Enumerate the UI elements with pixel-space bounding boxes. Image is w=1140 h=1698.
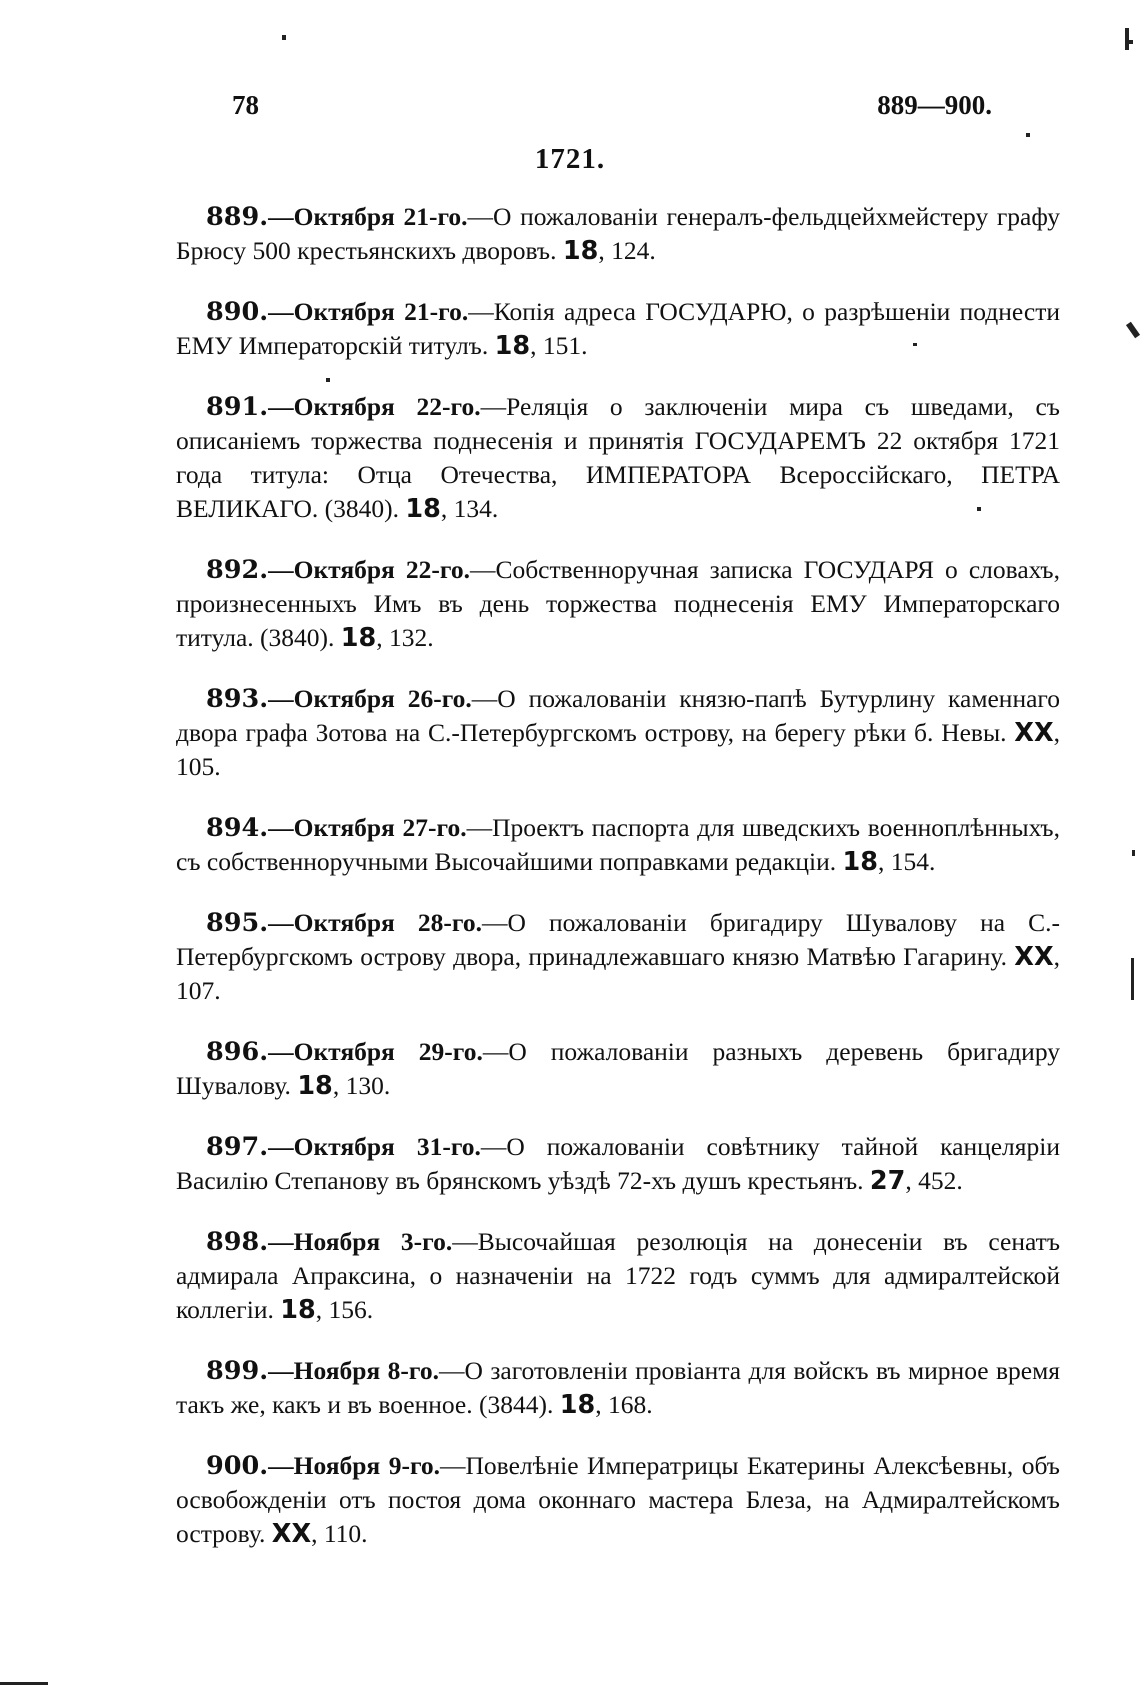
reference-volume: 18: [280, 1295, 316, 1325]
entry: [176, 390, 1060, 526]
scan-speck: [326, 378, 330, 382]
entry-number: 898.: [206, 1227, 269, 1257]
entry: [176, 811, 1060, 879]
scan-speck: [1026, 133, 1030, 137]
running-head: [232, 90, 992, 130]
entry: [176, 295, 1060, 363]
entry-number: 889.: [206, 202, 269, 232]
entry-date: —Октября 28-го.: [268, 908, 482, 937]
reference-volume: 18: [842, 847, 879, 877]
reference-volume: 27: [869, 1166, 906, 1196]
page-number: 78: [232, 90, 259, 120]
reference-page: , 105.: [176, 718, 1060, 781]
scan-speck: [282, 35, 286, 40]
entry-date: —Октября 22-го.: [268, 555, 470, 584]
entry-date: —Октября 27-го.: [268, 813, 467, 842]
entry-text: —О заготовленіи провіанта для войскъ въ мирное время такъ же, какъ и въ военное. (3844).: [176, 1356, 1060, 1419]
entry-date: —Ноября 8-го.: [268, 1356, 439, 1385]
entry: [176, 1449, 1060, 1551]
entry-number: 891.: [206, 392, 269, 422]
entry-text: —О пожалованіи разныхъ деревень бригадиру Шувалову.: [176, 1037, 1060, 1100]
scan-speck: [0, 1682, 48, 1685]
entry-number: 895.: [206, 908, 269, 938]
reference-page: , 151.: [530, 331, 588, 360]
entry: [176, 553, 1060, 655]
reference-page: , 132.: [376, 623, 434, 652]
entry-number: 893.: [206, 684, 269, 714]
entry-text: —О пожалованіи генералъ-фельдцейхмейстеру графу Брюсу 500 крестьянскихъ дворовъ.: [176, 202, 1060, 265]
scan-speck: [913, 343, 917, 346]
entry-text: —Проектъ паспорта для шведскихъ военноплѣнныхъ, съ собственноручными Высочайшими поправками редакціи.: [176, 813, 1060, 876]
entry: [176, 906, 1060, 1008]
entry-number: 897.: [206, 1132, 269, 1162]
entry-number: 899.: [206, 1356, 269, 1386]
reference-volume: 18: [340, 623, 377, 653]
reference-page: , 154.: [878, 847, 936, 876]
year-heading: 1721.: [534, 143, 606, 175]
entry-date: —Октября 22-го.: [268, 392, 481, 421]
reference-page: , 124.: [598, 236, 656, 265]
entry-number: 892.: [206, 555, 269, 585]
entry-number: 894.: [206, 813, 269, 843]
entry: [176, 200, 1060, 268]
entry: [176, 682, 1060, 784]
entry-date: —Октября 21-го.: [268, 297, 469, 326]
entry-date: —Ноября 3-го.: [268, 1227, 453, 1256]
entry-text: —Повелѣніе Императрицы Екатерины Алексѣевны, объ освобожденіи отъ постоя дома оконнаго мастера Блеза, на Адмиралтейскомъ острову.: [176, 1451, 1060, 1548]
entry-text: —О пожалованіи бригадиру Шувалову на С.-Петербургскомъ острову двора, принадлежавшаго князю Матвѣю Гагарину.: [176, 908, 1060, 971]
scan-speck: [977, 507, 981, 511]
entry-text: —Реляція о заключеніи мира съ шведами, съ описаніемъ торжества поднесенія и принятія ГОСУДАРЕМЪ 22 октября 1721 года титула: Отца Отечества, ИМПЕРАТОРА Всероссійскаго, ПЕТРА ВЕЛИКАГО. (3840).: [176, 392, 1060, 523]
scan-speck: [1126, 322, 1140, 339]
entry-date: —Октября 26-го.: [268, 684, 472, 713]
reference-page: , 130.: [332, 1071, 391, 1100]
entry-date: —Октября 29-го.: [268, 1037, 483, 1066]
entry-date: —Ноября 9-го.: [268, 1451, 441, 1480]
entry-date: —Октября 21-го.: [268, 202, 468, 231]
entry-date: —Октября 31-го.: [268, 1132, 481, 1161]
entry-list: [176, 200, 1060, 1578]
reference-page: , 134.: [440, 494, 499, 523]
entry: [176, 1225, 1060, 1327]
reference-volume: 18: [297, 1071, 333, 1101]
reference-page: , 452.: [905, 1166, 963, 1195]
entry-text: —Высочайшая резолюція на донесеніи въ сенатъ адмирала Апраксина, о назначеніи на 1722 годъ суммъ для адмиралтейской коллегіи.: [176, 1227, 1060, 1324]
entry-text: —Собственноручная записка ГОСУДАРЯ о словахъ, произнесенныхъ Имъ въ день торжества поднесенія ЕМУ Императорскаго титула. (3840).: [176, 555, 1060, 652]
reference-volume: 18: [559, 1390, 596, 1420]
entry-text: —Копія адреса ГОСУДАРЮ, о разрѣшеніи поднести ЕМУ Императорскій титулъ.: [176, 297, 1060, 360]
reference-page: , 110.: [311, 1519, 368, 1548]
entry: [176, 1354, 1060, 1422]
reference-page: , 107.: [176, 942, 1060, 1005]
scan-speck: [1125, 40, 1133, 44]
scan-speck: [1131, 958, 1134, 1000]
entry-number: 890.: [206, 297, 269, 327]
entry: [176, 1035, 1060, 1103]
entry-text: —О пожалованіи совѣтнику тайной канцеляріи Василію Степанову въ брянскомъ уѣздѣ 72-хъ душъ крестьянъ.: [176, 1132, 1060, 1195]
scan-speck: [1132, 850, 1135, 856]
entry-range: 889—900.: [877, 90, 992, 120]
reference-volume: XX: [271, 1519, 312, 1549]
entry-text: —О пожалованіи князю-папѣ Бутурлину каменнаго двора графа Зотова на С.-Петербургскомъ острову, на берегу рѣки б. Невы.: [176, 684, 1060, 747]
entry-number: 900.: [206, 1451, 269, 1481]
scan-speck: [1125, 28, 1129, 50]
reference-volume: XX: [1014, 942, 1054, 972]
reference-page: , 156.: [315, 1295, 374, 1324]
reference-volume: 18: [494, 331, 531, 361]
reference-volume: 18: [562, 236, 599, 266]
reference-page: , 168.: [595, 1390, 653, 1419]
reference-volume: 18: [405, 494, 441, 524]
entry: [176, 1130, 1060, 1198]
entry-number: 896.: [206, 1037, 269, 1067]
reference-volume: XX: [1014, 718, 1054, 748]
